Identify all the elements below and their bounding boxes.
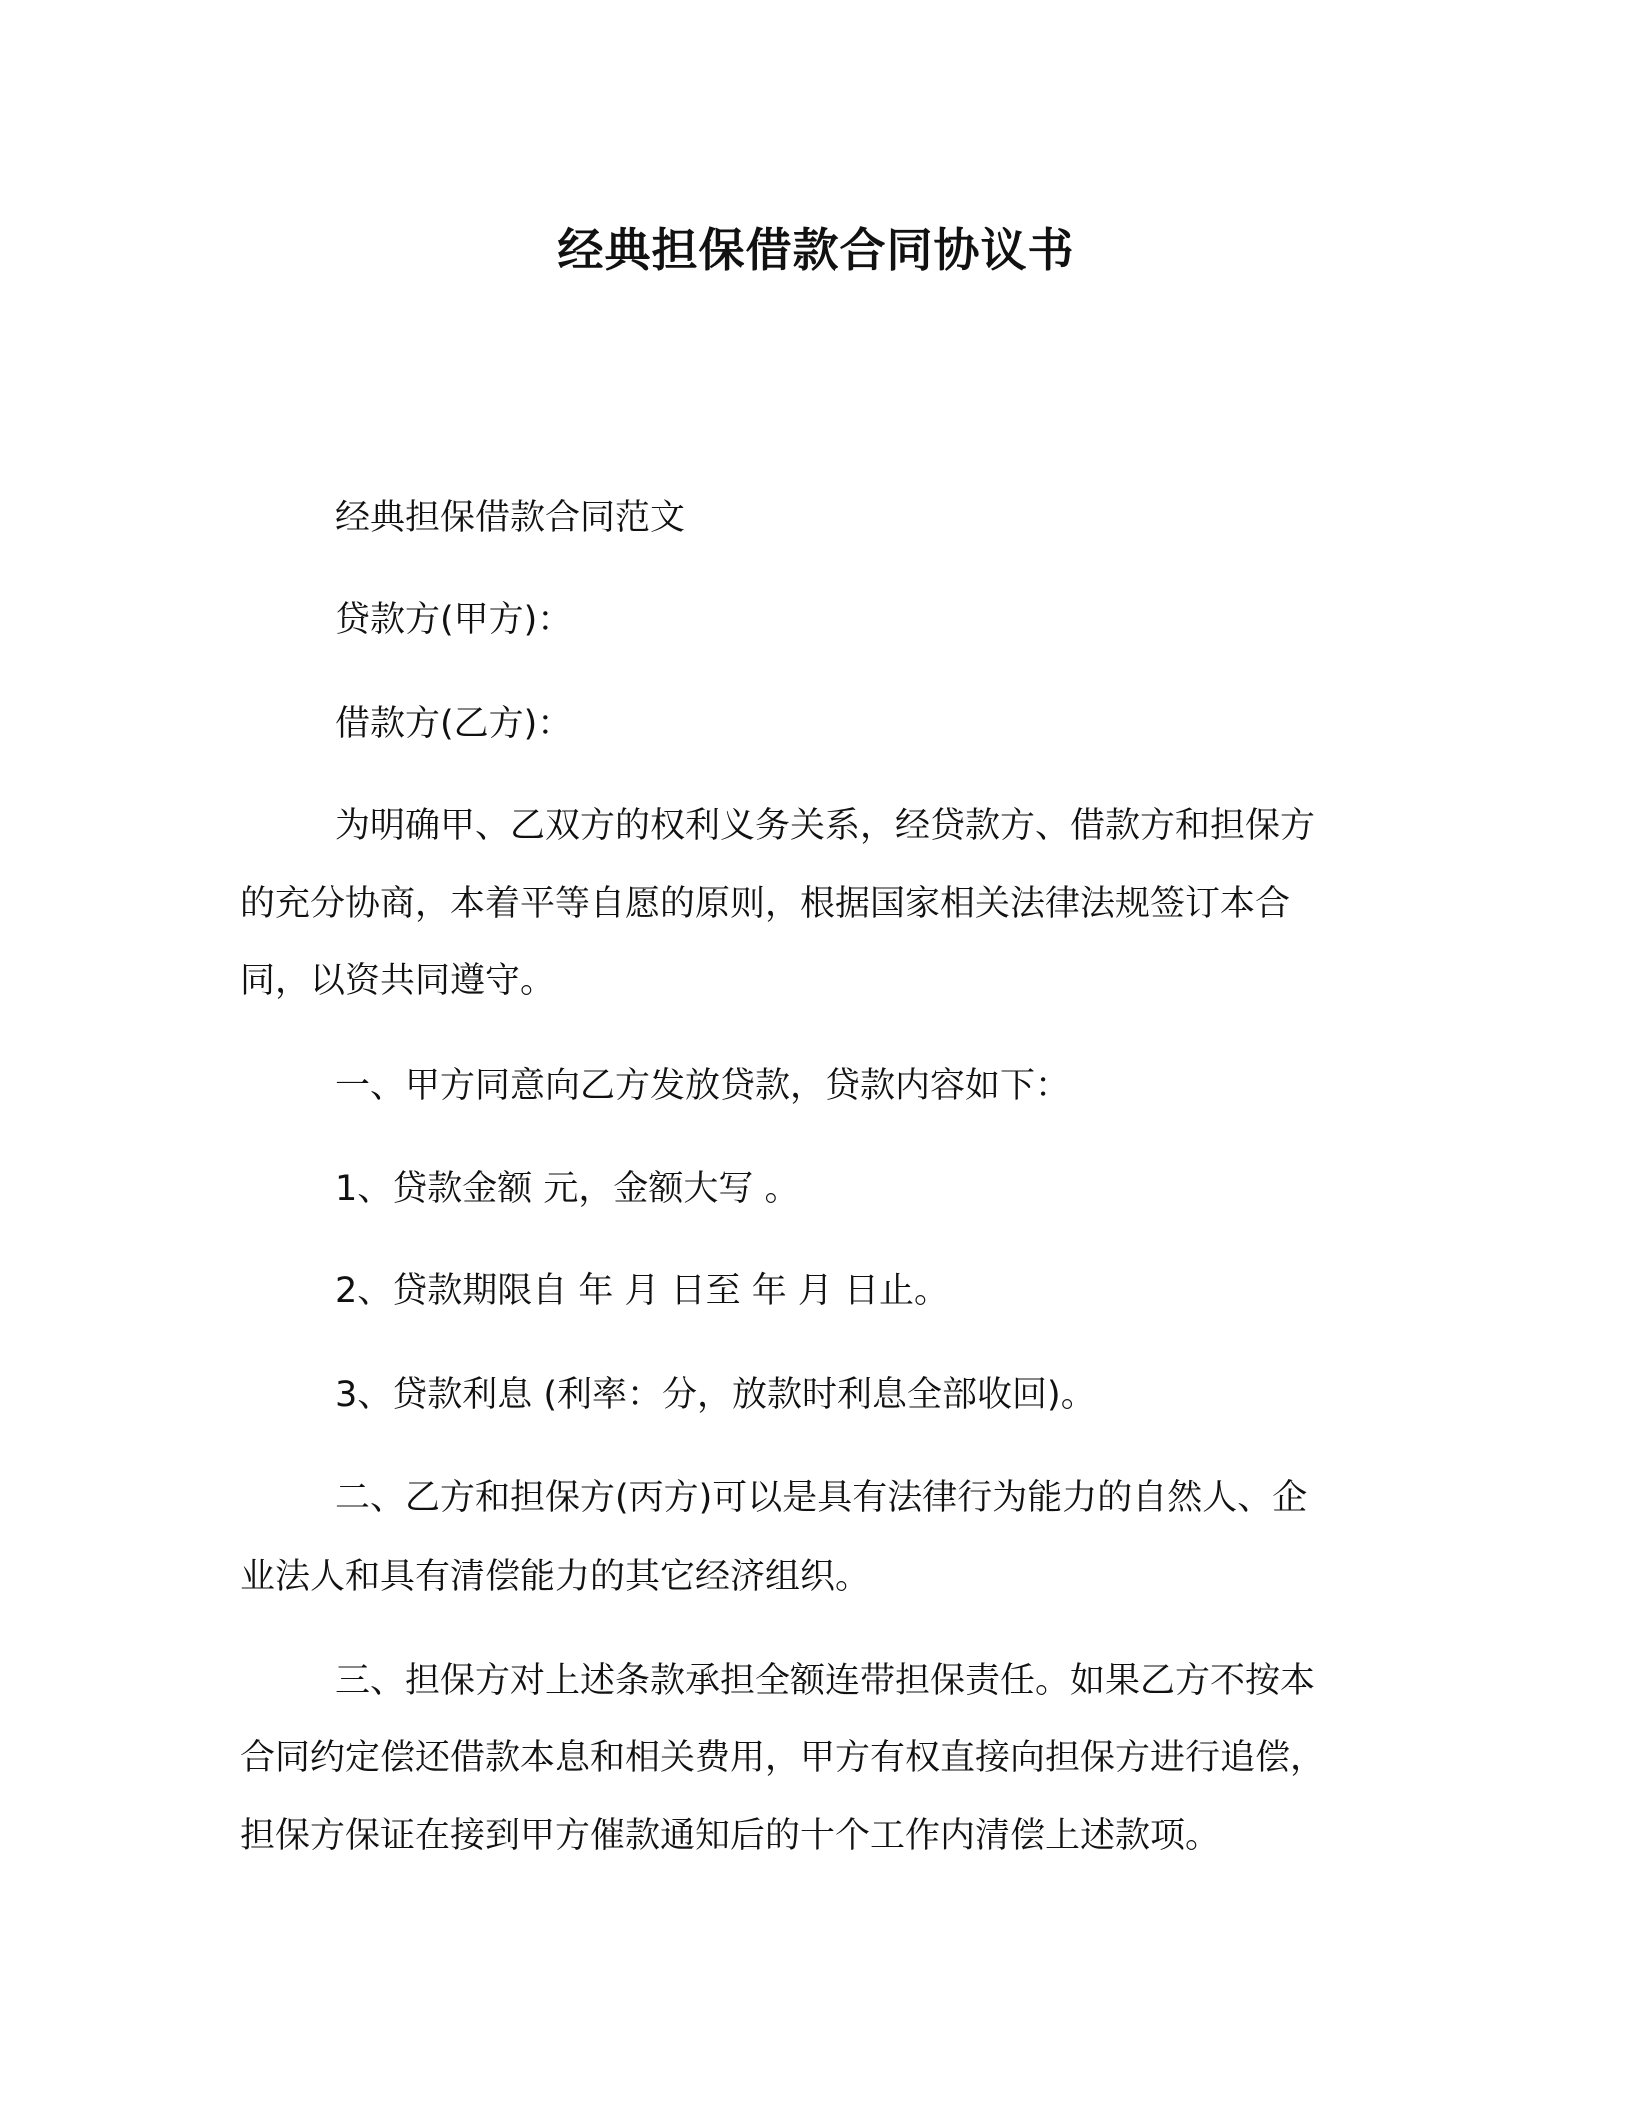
clause-1-item-1: 1、贷款金额 元，金额大写 。: [335, 1169, 800, 1209]
subtitle: 经典担保借款合同范文: [335, 498, 686, 538]
preamble-line: 的充分协商，本着平等自愿的原则，根据国家相关法律法规签订本合: [240, 884, 1291, 924]
clause-1-item-2: 2、贷款期限自 年 月 日至 年 月 日止。: [335, 1271, 950, 1311]
clause-3-line: 合同约定偿还借款本息和相关费用，甲方有权直接向担保方进行追偿，: [240, 1738, 1326, 1778]
borrower-party-line: 借款方(乙方)：: [335, 704, 573, 744]
clause-3-line: 三、担保方对上述条款承担全额连带担保责任。如果乙方不按本: [335, 1661, 1316, 1701]
preamble-line: 同，以资共同遵守。: [240, 961, 556, 1001]
clause-1-heading: 一、甲方同意向乙方发放贷款，贷款内容如下：: [335, 1066, 1071, 1106]
clause-3-line: 担保方保证在接到甲方催款通知后的十个工作内清偿上述款项。: [240, 1816, 1221, 1856]
clause-2-line: 业法人和具有清偿能力的其它经济组织。: [240, 1557, 871, 1597]
lender-party-line: 贷款方(甲方)：: [335, 600, 573, 640]
clause-2-line: 二、乙方和担保方(丙方)可以是具有法律行为能力的自然人、企: [335, 1478, 1308, 1518]
clause-1-item-3: 3、贷款利息 (利率：分，放款时利息全部收回)。: [335, 1375, 1096, 1415]
document-title: 经典担保借款合同协议书: [557, 223, 1075, 277]
preamble-line: 为明确甲、乙双方的权利义务关系，经贷款方、借款方和担保方: [335, 806, 1316, 846]
